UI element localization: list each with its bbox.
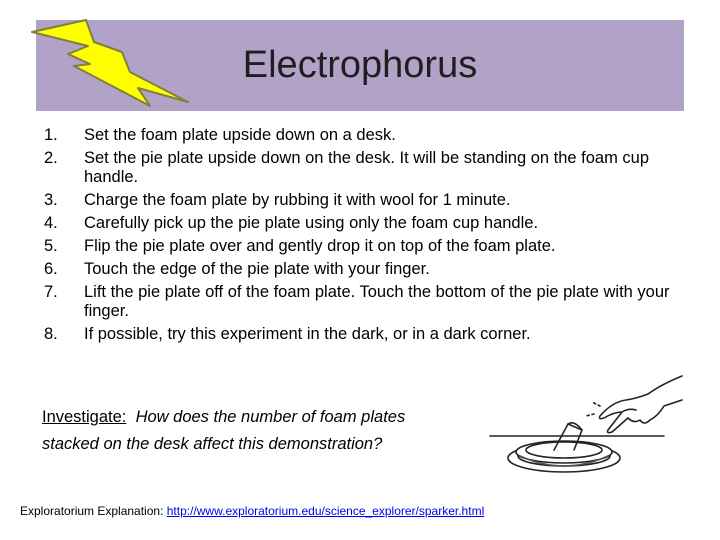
list-item — [40, 325, 690, 344]
list-item — [40, 260, 690, 279]
step-number: 3. — [44, 191, 58, 209]
step-text: Flip the pie plate over and gently drop it on top of the foam plate. — [84, 237, 556, 255]
list-item — [40, 149, 690, 187]
footer — [20, 504, 484, 518]
investigate-text: How does the number of foam plates stacked on the desk affect this demonstration? — [42, 408, 406, 453]
list-item — [40, 283, 690, 321]
step-text: Touch the edge of the pie plate with your finger. — [84, 260, 430, 278]
list-item — [40, 237, 690, 256]
step-number: 8. — [44, 325, 58, 343]
step-text: If possible, try this experiment in the dark, or in a dark corner. — [84, 325, 531, 343]
investigate-question — [42, 404, 422, 458]
slide-title: Electrophorus — [242, 44, 478, 86]
list-item — [40, 191, 690, 210]
step-text: Set the foam plate upside down on a desk. — [84, 126, 396, 144]
step-text: Lift the pie plate off of the foam plate. Touch the bottom of the pie plate with your finger. — [84, 283, 670, 320]
investigate-label: Investigate: — [42, 408, 127, 426]
step-number: 7. — [44, 283, 58, 301]
step-text: Set the pie plate upside down on the desk. It will be standing on the foam cup handle. — [84, 149, 650, 186]
step-number: 1. — [44, 126, 58, 144]
step-text: Charge the foam plate by rubbing it with wool for 1 minute. — [84, 191, 511, 209]
steps-list — [40, 126, 690, 348]
footer-prefix: Exploratorium Explanation: — [20, 504, 167, 518]
step-number: 2. — [44, 149, 58, 167]
step-number: 5. — [44, 237, 58, 255]
list-item — [40, 126, 690, 145]
step-number: 4. — [44, 214, 58, 232]
hand-touching-pie-plate-illustration — [488, 372, 684, 488]
exploratorium-link[interactable]: http://www.exploratorium.edu/science_explorer/sparker.html — [166, 504, 485, 518]
lightning-bolt-icon — [28, 18, 194, 116]
step-number: 6. — [44, 260, 58, 278]
step-text: Carefully pick up the pie plate using only the foam cup handle. — [84, 214, 539, 232]
list-item — [40, 214, 690, 233]
